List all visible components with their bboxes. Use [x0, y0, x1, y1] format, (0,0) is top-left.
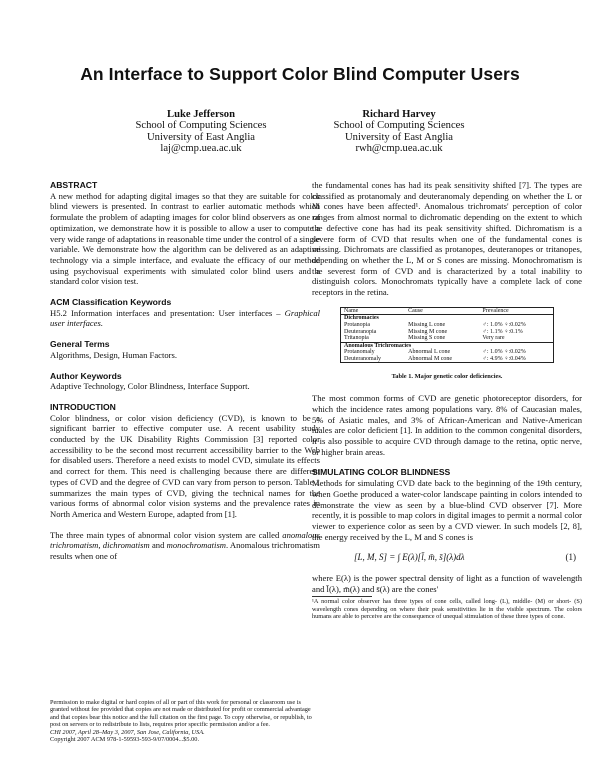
- table-category: Dichromacies: [344, 315, 379, 322]
- table-row: [341, 322, 554, 329]
- author-name: Richard Harvey: [362, 109, 436, 120]
- simulating-heading: SIMULATING COLOR BLINDNESS: [312, 467, 451, 478]
- permission-text: Permission to make digital or hard copies of all or part of this work for personal or classroom use is granted without fee provided that copies are not made or distributed for profit or commercial advantage and that copies bear this notice and the full citation on the first page. To copy otherwise, or republish, to post on servers or to redistribute to lists, requires prior specific permission and/or a fee.: [50, 699, 312, 729]
- table-cell: Missing S cone: [408, 335, 446, 342]
- equation-number: (1): [565, 552, 576, 563]
- cvd-table: [340, 307, 554, 364]
- table-cell: Very rare: [482, 335, 505, 342]
- abstract-heading: ABSTRACT: [50, 180, 98, 190]
- simulating-paragraph: Methods for simulating CVD date back to the beginning of the 19th century, when Goethe produced a water-color landscape painting in colors intended to demonstrate the view as seen by a blue-blind CVD observer [7]. More recently, it is possible to map colors in digital images to permit a normal color viewer to experience color as seen by a CVD viewer. In such models [2, 8], the energy received by the L, M and S cones is: [312, 478, 582, 542]
- table-row: [341, 335, 554, 342]
- keywords-heading: Author Keywords: [50, 370, 122, 381]
- table-cell: Tritanopia: [344, 335, 369, 342]
- author-email: laj@cmp.uea.ac.uk: [160, 143, 242, 155]
- paper-title: An Interface to Support Color Blind Computer Users: [80, 64, 520, 84]
- author-name: Luke Jefferson: [167, 109, 235, 120]
- table-cell: Protanomaly: [344, 349, 375, 356]
- abstract-text: A new method for adapting digital images so that they are suitable for color blind viewers is presented. In contrast to earlier automatic methods which formulate the problem of adapting images for color blind observers as one of optimization, we demonstrate how it is possible to allow a user to compute a very wide range of adaptations in reasonable time under the control of a single variable. We demonstrate how the algorithm can be delivered as an adaptive technology via a simple interface, and evaluate the efficacy of our method using psychovisual experiments with simulated color blind users and a standard color vision test.: [50, 190, 320, 287]
- table-cell: Abnormal L cone: [408, 349, 451, 356]
- equation-1: [312, 552, 582, 563]
- author-block-2: [284, 109, 514, 155]
- table-category-row: [341, 315, 554, 322]
- author-affiliation: School of Computing Sciences: [333, 120, 465, 132]
- table-cell: ♂: 1.0% ♀:0.02%: [482, 349, 526, 356]
- table-category: Anomalous Trichromacies: [341, 342, 554, 349]
- author-affiliation: School of Computing Sciences: [135, 120, 267, 132]
- acm-text: H5.2 Information interfaces and presentation: User interfaces – Graphical user interfaces.: [50, 307, 320, 329]
- table-row: [341, 356, 554, 363]
- introduction-paragraph-2: The three main types of abnormal color vision system are called anomalous trichromatism, dichromatism and monochromatism. Anomalous trichromatism results when one of: [50, 529, 320, 562]
- introduction-paragraph-1: Color blindness, or color vision deficiency (CVD), is known to be a significant barrier to effective computer use. A recent usability study conducted by the UK Disability Rights Commission [3] reported color accessibility to be the second most recurrent accessibility barrier to the Web for disabled users. Therefore a need exists to model CVD, simulate its effects and correct for them. This need is challenging because there are different types of CVD and the degree of CVD can vary from person to person. Table 1 summarizes the main types of CVD, giving the technical names for the various forms of abnormal color vision systems and the prevalence rates in North America and Western Europe, adapted from [1].: [50, 412, 320, 519]
- table-category-row: [341, 342, 554, 349]
- table-cell: Protanopia: [344, 321, 370, 328]
- table-caption: Table 1. Major genetic color deficiencies.: [391, 373, 503, 381]
- table-row: [341, 329, 554, 336]
- table-header: Prevalence: [479, 307, 553, 315]
- keywords-text: Adaptive Technology, Color Blindness, Interface Support.: [50, 381, 250, 392]
- author-block-1: [86, 109, 316, 155]
- prevalence-paragraph: The most common forms of CVD are genetic photoreceptor disorders, for which the incidence rates among populations vary. 8% of Caucasian males, 5% of Asiatic males, and 3% of African-American and Native-American males are color deficient [1]. In addition to the common congenital disorders, it is also possible to acquire CVD through damage to the retina, optic nerve, or higher brain areas.: [312, 393, 582, 457]
- terms-text: Algorithms, Design, Human Factors.: [50, 349, 177, 360]
- cone-footnote: ¹A normal color observer has three types of cone cells, called long- (L), middle- (M) or short- (S) wavelength cones depending on where their peak sensitivities lie in the visible spectrum. The colors humans are able to perceive are the consequence of unequal stimulation of these three types of cone.: [312, 598, 582, 621]
- footnote-rule: [312, 596, 372, 597]
- cvd-types-paragraph: the fundamental cones has had its peak sensitivity shifted [7]. The types are classified as protanomaly and deuteranomaly depending on whether the L or M cones have been affected¹. Anomalous trichromats' perception of color ranges from almost normal to dichromatic depending on the extent to which the defective cone has had its peak sensitivity shifted. Dichromatism is a severe form of CVD that results when one of the fundamental cones is missing. Dichromats are classified as protanopes, deuteranopes or tritanopes, depending on whether the L, M or S cones are missing. Monochromatism is the severest form of CVD and is characterized by a total inability to distinguish colors. Monochromats typically have a complete lack of cone receptors in the retina.: [312, 180, 582, 298]
- right-column: [312, 180, 582, 621]
- table-cell: Deuteranomaly: [344, 355, 381, 362]
- table-row: [341, 349, 554, 356]
- acm-heading: ACM Classification Keywords: [50, 297, 172, 308]
- equation-explanation: where E(λ) is the power spectral density of light as a function of wavelength and l̄(λ), m̄(λ) and s̄(λ) are the cones': [312, 573, 582, 594]
- table-header: Cause: [405, 307, 479, 315]
- table-header-row: [341, 307, 554, 315]
- copyright-line: Copyright 2007 ACM 978-1-59593-593-9/07/0004...$5.00.: [50, 736, 200, 744]
- equation-body: [L, M, S] = ∫ E(λ)[l̄, m̄, s̄](λ)dλ: [354, 552, 465, 563]
- table-header: Name: [341, 307, 406, 315]
- table-cell: ♂: 1.1% ♀:0.1%: [482, 328, 523, 335]
- author-university: University of East Anglia: [147, 131, 255, 143]
- author-university: University of East Anglia: [345, 131, 453, 143]
- table-cell: ♂: 1.0% ♀:0.02%: [482, 321, 526, 328]
- table-cell: Abnormal M cone: [408, 355, 453, 362]
- author-email: rwh@cmp.uea.ac.uk: [355, 143, 443, 155]
- table-cell: ♂: 4.9% ♀:0.04%: [482, 355, 526, 362]
- left-column: [50, 180, 320, 562]
- permission-footnote: [50, 699, 320, 743]
- conference-line: CHI 2007, April 28–May 3, 2007, San Jose, California, USA.: [50, 728, 205, 736]
- table-cell: Deuteranopia: [344, 328, 377, 335]
- table-cell: Missing L cone: [408, 321, 446, 328]
- table-cell: Missing M cone: [408, 328, 448, 335]
- terms-heading: General Terms: [50, 339, 110, 350]
- introduction-heading: INTRODUCTION: [50, 401, 116, 412]
